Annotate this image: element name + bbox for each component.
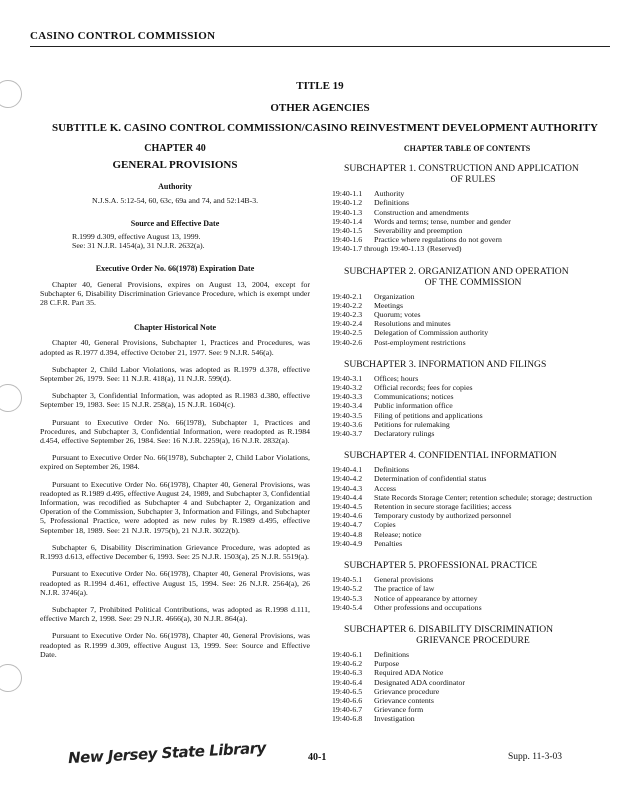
section-title: (Reserved) [427, 244, 462, 254]
section-number: 19:40-6.8 [332, 714, 363, 724]
section-title: General provisions [374, 575, 434, 585]
section-title: Communications; notices [374, 392, 454, 402]
toc-entry [332, 594, 602, 603]
section-number: 19:40-6.6 [332, 695, 363, 705]
section-number: 19:40-4.7 [332, 520, 363, 530]
section-title: Release; notice [374, 529, 422, 539]
subchapter-heading: SUBCHAPTER 1. CONSTRUCTION AND APPLICATION [344, 163, 579, 175]
hist-para: Subchapter 2, Child Labor Violations, was adopted as R.1979 d.378, effective September 26, 1979. See: 11 N.J.R. 418(a), 11 N.J.R. 599(d). [40, 364, 310, 384]
toc-entry [332, 319, 602, 328]
toc-entry [332, 244, 602, 253]
toc-entry [332, 429, 602, 438]
subchapter-heading-cont: GRIEVANCE PROCEDURE [416, 634, 530, 646]
section-title: Organization [374, 291, 415, 301]
section-number: 19:40-1.2 [332, 198, 363, 208]
section-number: 19:40-4.5 [332, 502, 363, 512]
section-number: 19:40-2.4 [332, 319, 363, 329]
section-number: 19:40-1.7 through 19:40-1.13 [332, 244, 425, 254]
toc-subchapter [332, 359, 602, 438]
section-number: 19:40-1.4 [332, 216, 363, 226]
toc-entry [332, 374, 602, 383]
section-title: Grievance procedure [374, 686, 440, 696]
toc-subchapter [332, 266, 602, 347]
page-number: 40-1 [308, 752, 327, 763]
section-title: Definitions [374, 649, 410, 659]
section-number: 19:40-1.6 [332, 235, 363, 245]
subtitle: SUBTITLE K. CASINO CONTROL COMMISSION/CASINO REINVESTMENT DEVELOPMENT AUTHORITY [51, 122, 599, 134]
hist-para: Pursuant to Executive Order No. 66(1978), Subchapter 2, Child Labor Violations, expired on September 26, 1984. [40, 453, 310, 472]
section-number: 19:40-6.4 [332, 677, 363, 687]
source-text-2: See: 31 N.J.R. 1454(a), 31 N.J.R. 2632(a). [72, 241, 205, 251]
section-number: 19:40-3.7 [332, 429, 363, 439]
hist-para: Subchapter 6, Disability Discrimination Grievance Procedure, was adopted as R.1993 d.613, effective December 6, 1993. See: 25 N.J.R. 1503(a), 25 N.J.R. 5519(a). [40, 542, 310, 562]
section-number: 19:40-5.2 [332, 584, 363, 594]
section-title: Offices; hours [374, 373, 419, 383]
section-number: 19:40-2.2 [332, 300, 363, 310]
toc-entry [332, 530, 602, 539]
hist-para: Pursuant to Executive Order No. 66(1978), Chapter 40, General Provisions, was readopted as R.1989 d.495, effective August 24, 1989, and Subchapter 3, Confidential Information, was recodified as Subchapter 4 and Subchapter 2, Organization and Operation of the Commission, Subchapter 3, Information and Filings, and Subchapter 5, Professional Practice, were adopted as new rules by R.1989 d.495, effective September 18, 1989. See: 21 N.J.R. 1975(b), 21 N.J.R. 3022(b). [40, 479, 310, 535]
section-title: Public information office [374, 401, 453, 411]
toc-entry [332, 338, 602, 347]
toc-entry [332, 484, 602, 493]
title-number: TITLE 19 [296, 80, 344, 92]
toc-entry [332, 411, 602, 420]
section-number: 19:40-4.4 [332, 492, 363, 502]
section-number: 19:40-4.1 [332, 465, 363, 475]
section-title: Penalties [374, 538, 403, 548]
section-number: 19:40-2.5 [332, 328, 363, 338]
section-title: Grievance contents [374, 695, 434, 705]
hist-para: Subchapter 7, Prohibited Political Contributions, was adopted as R.1998 d.111, effective March 2, 1998. See: 29 N.J.R. 4666(a), 30 N.J.R. 864(a). [40, 604, 310, 624]
chapter-number: CHAPTER 40 [144, 143, 206, 154]
subchapter-heading: SUBCHAPTER 3. INFORMATION AND FILINGS [344, 358, 547, 370]
toc-subchapter [332, 624, 602, 724]
section-number: 19:40-4.6 [332, 511, 363, 521]
section-number: 19:40-6.1 [332, 649, 363, 659]
section-number: 19:40-3.1 [332, 373, 363, 383]
source-text-1: R.1999 d.309, effective August 13, 1999. [72, 232, 201, 242]
toc-subchapter [332, 163, 602, 253]
toc-entry [332, 539, 602, 548]
section-number: 19:40-1.5 [332, 226, 363, 236]
section-title: Other professions and occupations [374, 602, 482, 612]
toc-entry [332, 502, 602, 511]
section-title: Meetings [374, 300, 404, 310]
exec-order-text: Chapter 40, General Provisions, expires on August 13, 2004, except for Subchapter 6, Disability Discrimination Grievance Procedure, which is exempt under 28 C.F.R. Part 35. [40, 279, 310, 308]
section-title: Notice of appearance by attorney [374, 593, 478, 603]
toc-entry [332, 301, 602, 310]
toc-entry [332, 401, 602, 410]
section-title: Determination of confidential status [374, 474, 487, 484]
toc-entry [332, 292, 602, 301]
section-title: Definitions [374, 465, 410, 475]
section-number: 19:40-6.3 [332, 668, 363, 678]
section-number: 19:40-5.3 [332, 593, 363, 603]
toc-entry [332, 687, 602, 696]
section-title: Authority [374, 189, 405, 199]
subchapter-heading-cont: OF RULES [450, 174, 496, 186]
toc-entry [332, 217, 602, 226]
hist-para: Chapter 40, General Provisions, Subchapter 1, Practices and Procedures, was adopted as R.1977 d.394, effective October 21, 1977. See: 9 N.J.R. 546(a). [40, 338, 310, 357]
toc-entry [332, 465, 602, 474]
section-title: State Records Storage Center; retention schedule; storage; destruction [374, 492, 593, 502]
binder-hole [0, 664, 22, 692]
section-number: 19:40-3.3 [332, 392, 363, 402]
section-title: Declaratory rulings [374, 429, 435, 439]
toc-entry [332, 511, 602, 520]
section-number: 19:40-3.2 [332, 383, 363, 393]
binder-hole [0, 80, 22, 108]
hist-para: Pursuant to Executive Order No. 66(1978), Chapter 40, General Provisions, was readopted as R.1999 d.309, effective August 13, 1999. See: Source and Effective Date. [40, 631, 310, 659]
authority-heading: Authority [158, 182, 192, 192]
section-title: Petitions for rulemaking [374, 419, 450, 429]
left-column [40, 144, 310, 659]
section-title: Post-employment restrictions [374, 337, 466, 347]
toc-entry [332, 383, 602, 392]
section-title: Access [374, 483, 397, 493]
subchapter-heading: SUBCHAPTER 5. PROFESSIONAL PRACTICE [344, 560, 538, 572]
subchapter-heading: SUBCHAPTER 2. ORGANIZATION AND OPERATION [344, 265, 569, 277]
section-title: Investigation [374, 714, 415, 724]
running-header: CASINO CONTROL COMMISSION [30, 30, 216, 42]
section-number: 19:40-4.9 [332, 538, 363, 548]
toc-entry [332, 603, 602, 612]
library-stamp: New Jersey State Library [67, 738, 267, 768]
title-name: OTHER AGENCIES [270, 102, 370, 114]
section-number: 19:40-6.7 [332, 705, 363, 715]
section-number: 19:40-6.5 [332, 686, 363, 696]
section-number: 19:40-1.1 [332, 189, 363, 199]
toc-subchapter [332, 450, 602, 548]
section-number: 19:40-4.3 [332, 483, 363, 493]
section-title: Copies [374, 520, 396, 530]
historical-note-heading: Chapter Historical Note [133, 323, 217, 333]
section-title: Required ADA Notice [374, 668, 444, 678]
hist-para: Pursuant to Executive Order No. 66(1978), Chapter 40, General Provisions, was readopted as R.1994 d.461, effective August 15, 1994. See: 26 N.J.R. 2564(a), 26 N.J.R. 3746(a). [40, 569, 310, 597]
toc-entry [332, 705, 602, 714]
section-title: Temporary custody by authorized personnel [374, 511, 512, 521]
toc-entry [332, 198, 602, 207]
supplement-date: Supp. 11-3-03 [508, 752, 563, 762]
section-number: 19:40-2.3 [332, 310, 363, 320]
section-title: Purpose [374, 659, 400, 669]
chapter-title: GENERAL PROVISIONS [112, 159, 238, 172]
toc-entry [332, 189, 602, 198]
toc-entry [332, 714, 602, 723]
section-title: Resolutions and minutes [374, 319, 451, 329]
section-number: 19:40-3.6 [332, 419, 363, 429]
section-number: 19:40-5.4 [332, 602, 363, 612]
toc-entry [332, 493, 602, 502]
header-rule [30, 46, 610, 47]
authority-text: N.J.S.A. 5:12-54, 60, 63c, 69a and 74, and 52:14B-3. [91, 195, 259, 205]
section-number: 19:40-4.2 [332, 474, 363, 484]
section-title: Quorum; votes [374, 310, 421, 320]
section-number: 19:40-2.6 [332, 337, 363, 347]
section-title: Grievance form [374, 705, 424, 715]
toc-title: CHAPTER TABLE OF CONTENTS [403, 144, 531, 153]
hist-para: Pursuant to Executive Order No. 66(1978), Subchapter 1, Practices and Procedures, and Subchapter 3, Confidential Information, were readopted as R.1984 d.454, effective September 26, 1984. See: 16 N.J.R. 2259(a), 16 N.J.R. 2832(a). [40, 417, 310, 446]
source-heading: Source and Effective Date [130, 218, 220, 228]
section-title: The practice of law [374, 584, 435, 594]
section-number: 19:40-1.3 [332, 207, 363, 217]
toc-entry [332, 668, 602, 677]
toc-subchapter [332, 560, 602, 612]
section-title: Designated ADA coordinator [374, 677, 465, 687]
toc-entry [332, 208, 602, 217]
toc-entry [332, 584, 602, 593]
section-title: Filing of petitions and applications [374, 410, 483, 420]
toc-entry [332, 310, 602, 319]
toc-entry [332, 678, 602, 687]
toc-entry [332, 235, 602, 244]
section-number: 19:40-3.5 [332, 410, 363, 420]
toc-entry [332, 659, 602, 668]
table-of-contents [332, 144, 602, 724]
toc-entry [332, 696, 602, 705]
toc-entry [332, 226, 602, 235]
section-title: Construction and amendments [374, 207, 469, 217]
section-title: Retention in secure storage facilities; access [374, 502, 512, 512]
section-title: Official records; fees for copies [374, 383, 473, 393]
toc-entry [332, 520, 602, 529]
section-number: 19:40-2.1 [332, 291, 363, 301]
subchapter-heading: SUBCHAPTER 6. DISABILITY DISCRIMINATION [344, 623, 554, 635]
subchapter-heading: SUBCHAPTER 4. CONFIDENTIAL INFORMATION [344, 450, 557, 462]
toc-entry [332, 392, 602, 401]
section-title: Delegation of Commission authority [374, 328, 489, 338]
toc-entry [332, 328, 602, 337]
section-title: Definitions [374, 198, 410, 208]
hist-para: Subchapter 3, Confidential Information, was adopted as R.1983 d.380, effective September 19, 1983. See: 15 N.J.R. 258(a), 15 N.J.R. 1604(c). [40, 391, 310, 410]
binder-hole [0, 384, 22, 412]
section-title: Severability and preemption [374, 226, 463, 236]
toc-entry [332, 474, 602, 483]
section-number: 19:40-5.1 [332, 575, 363, 585]
exec-order-heading: Executive Order No. 66(1978) Expiration Date [95, 264, 255, 274]
toc-entry [332, 420, 602, 429]
section-number: 19:40-3.4 [332, 401, 363, 411]
section-title: Practice where regulations do not govern [374, 235, 502, 245]
toc-entry [332, 650, 602, 659]
toc-entry [332, 575, 602, 584]
section-number: 19:40-6.2 [332, 659, 363, 669]
section-title: Words and terms; tense, number and gender [374, 216, 511, 226]
section-number: 19:40-4.8 [332, 529, 363, 539]
subchapter-heading-cont: OF THE COMMISSION [424, 276, 522, 288]
